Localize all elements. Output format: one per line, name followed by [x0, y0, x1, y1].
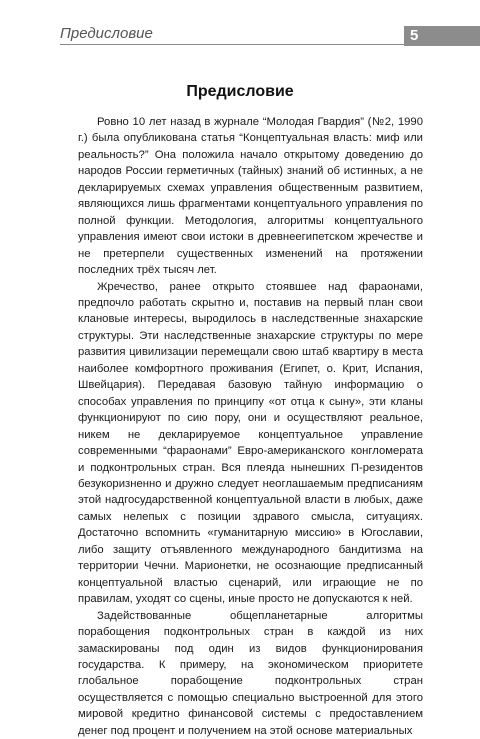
running-header [0, 24, 480, 44]
header-rule [60, 44, 404, 45]
running-header-title: Предисловие [60, 25, 153, 42]
page-number: 5 [404, 26, 480, 46]
body-text [78, 114, 423, 739]
paragraph-2: Жречество, ранее открыто стоявшее над фараонами, предпочло работать скрытно и, поставив на первый план свои клановые интересы, выродилось в наследственные знахарские структуры. Эти наследственные знахарские структуры по мере развития цивилизации перемещали свою штаб квартиру в места наиболее комфортного проживания (Египет, о. Крит, Испания, Швейцария). Передавая базовую тайную информацию о способах управления по принципу «от отца к сыну», эти кланы функционируют по сию пору, они и осуществляют реальное, никем не декларируемое концептуальное управление современными “фараонами” Евро-американского конгломерата и подконтрольных стран. Вся плеяда нынешних П-резидентов безукоризненно и дружно следует неоглашаемым предписаниям этой надгосударственной концептуальной власти в любых, даже самых нелепых с позиции здравого смысла, ситуациях. Достаточно вспомнить «гуманитарную миссию» в Югославии, либо защиту отъявленного международного бандитизма на территории Чечни. Марионетки, не осознающие предписанный концептуальной властью сценарий, или играющие не по правилам, уходят со сцены, иные просто не допускаются к ней. [78, 280, 423, 606]
paragraph-1: Ровно 10 лет назад в журнале “Молодая Гвардия” (№2, 1990 г.) была опубликована статья “Концептуальная власть: миф или реальность?” Она положила начало открытому доведению до народов России герметичных (тайных) знаний об истинных, а не декларируемых схемах управления общественным развитием, являющихся лишь фрагментами концептуального управления по полной функции. Методология, алгоритмы концептуального управления имеют свои истоки в древнеегипетском жречестве и не претерпели существенных изменений на протяжении последних трёх тысяч лет. [78, 116, 423, 277]
chapter-title: Предисловие [186, 82, 294, 100]
paragraph-3: Задействованные общепланетарные алгоритмы порабощения подконтрольных стран в каждой из них замаскированы под один из видов функционирования государства. К примеру, на экономическом приоритете глобальное порабощение подконтрольных стран осуществляется с помощью специально выстроенной для этого мировой кредитно финансовой системы с предоставлением денег под процент и получением на этой основе материальных [78, 609, 423, 737]
